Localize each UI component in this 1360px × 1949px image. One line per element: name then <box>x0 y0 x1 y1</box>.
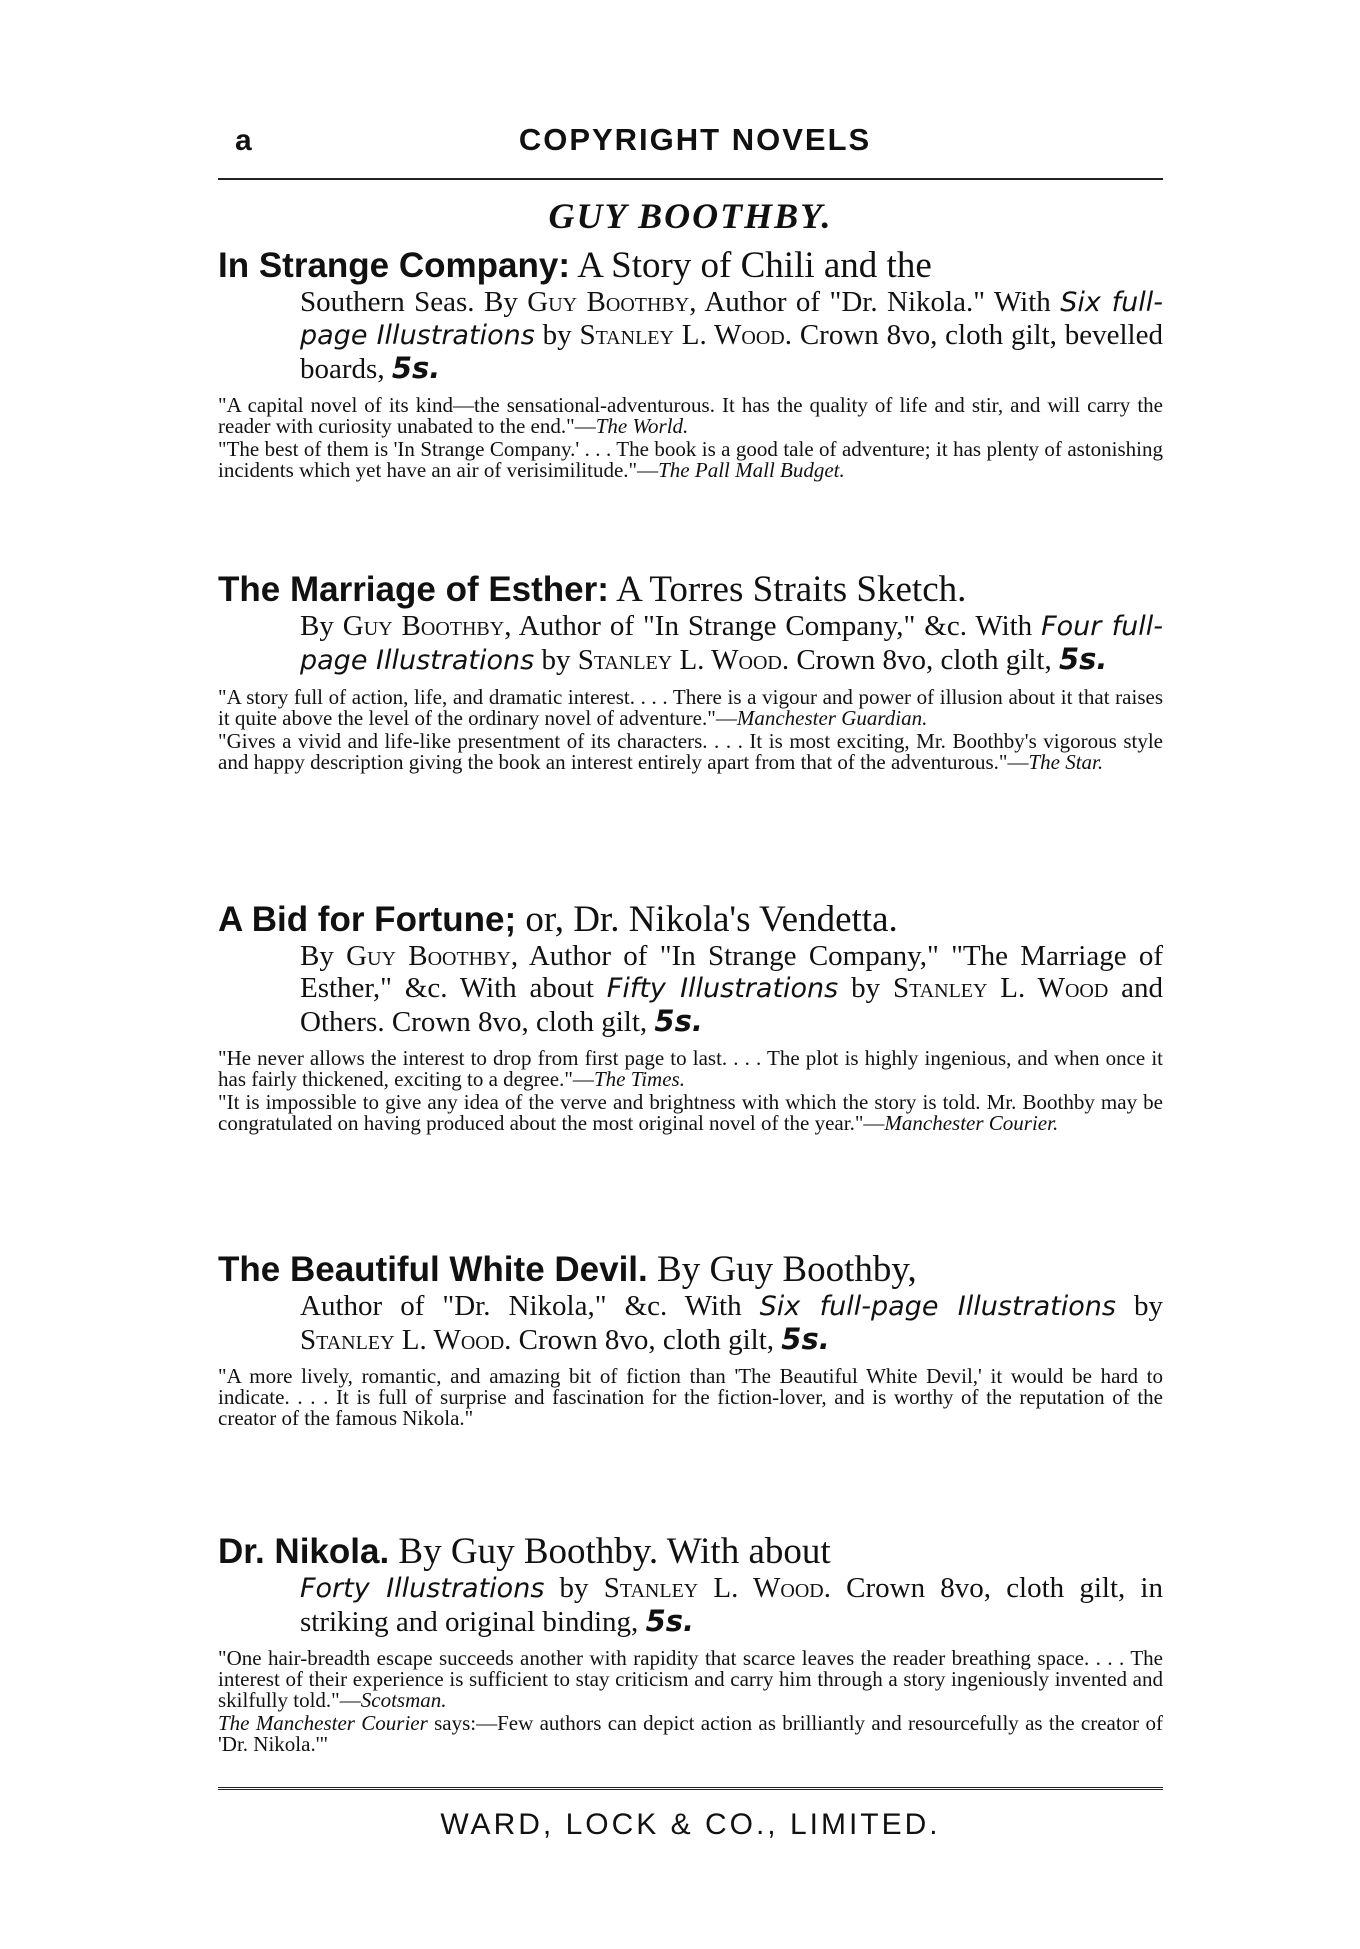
price: 5s. <box>1058 642 1108 676</box>
book-subtitle: A Story of Chili and the <box>569 245 932 286</box>
book-title: A Bid for Fortune; <box>218 900 517 939</box>
entry-title-line <box>218 1250 1163 1290</box>
illustrations-note: Fifty Illustrations <box>606 973 839 1004</box>
review-text: "One hair-breadth escape succeeds another with rapidity that scarce leaves the reader breathing space. . . . The interest of their experience is sufficient to stay criticism and carry him through a story ingeniously invented and skilfully told."— <box>218 1646 1163 1712</box>
review-quote <box>218 1366 1163 1429</box>
book-description <box>300 1572 1163 1638</box>
desc-text: , Author of "Dr. Nikola." With <box>689 286 1061 318</box>
page-mark: a <box>235 124 252 157</box>
desc-text: Author of "Dr. Nikola," &c. With <box>300 1290 760 1322</box>
review-source: The Pall Mall Budget. <box>658 458 845 482</box>
book-subtitle: By Guy Boothby. With about <box>389 1531 831 1572</box>
illustrator-name: Stanley L. Wood <box>579 319 785 351</box>
book-description <box>300 286 1163 385</box>
entry-title-line <box>218 246 1163 286</box>
review-source: The Times. <box>593 1067 685 1091</box>
desc-text: , Author of "In Strange Company," "The Marriage of Esther," &c. With about <box>300 940 1163 1004</box>
desc-text: by <box>534 644 578 676</box>
review-source: The World. <box>595 414 689 438</box>
review-source: The Manchester Courier <box>218 1711 428 1735</box>
review-source: The Star. <box>1028 750 1104 774</box>
entry-title-line <box>218 570 1163 610</box>
price: 5s. <box>645 1604 695 1638</box>
review-quote <box>218 395 1163 437</box>
illustrator-name: Stanley L. Wood <box>300 1324 505 1356</box>
review-text: "The best of them is 'In Strange Company.' . . . The book is a good tale of adventure; it has plenty of astonishing incidents which yet have an air of verisimilitude."— <box>218 437 1163 482</box>
review-text: "A story full of action, life, and dramatic interest. . . . There is a vigour and power of illusion about it that raises it quite above the level of the ordinary novel of adventure."— <box>218 685 1163 730</box>
desc-text: . Crown 8vo, cloth gilt, <box>504 1324 782 1356</box>
desc-text: by <box>1115 1290 1164 1322</box>
author-name: Guy Boothby <box>342 610 505 642</box>
review-text: "He never allows the interest to drop from first page to last. . . . The plot is highly ingenious, and when once it has fairly thickened, exciting to a degree."— <box>218 1046 1163 1091</box>
desc-text: . Crown 8vo, cloth gilt, in striking and original binding, <box>300 1572 1163 1638</box>
review-text: "It is impossible to give any idea of the verve and brightness with which the story is told. Mr. Boothby may be congratulated on having produced about the most original novel of the year."— <box>218 1090 1163 1135</box>
desc-text: by <box>544 1572 604 1604</box>
desc-text: . Crown 8vo, cloth gilt, bevelled boards, <box>300 319 1163 385</box>
entry-title-line <box>218 900 1163 940</box>
illustrator-name: Stanley L. Wood <box>603 1572 824 1604</box>
book-title: The Marriage of Esther: <box>218 570 609 609</box>
book-subtitle: A Torres Straits Sketch. <box>608 569 967 610</box>
running-head: COPYRIGHT NOVELS <box>518 122 872 157</box>
review-quote <box>218 1713 1163 1755</box>
book-subtitle: By Guy Boothby, <box>647 1249 917 1290</box>
review-quote <box>218 1648 1163 1711</box>
price: 5s. <box>654 1004 703 1038</box>
review-text: says:—Few authors can depict action as brilliantly and resourcefully as the creator of 'Dr. Nikola.'" <box>218 1711 1163 1756</box>
illustrator-name: Stanley L. Wood <box>892 972 1109 1004</box>
book-entry <box>218 1532 1163 1755</box>
book-description <box>300 610 1163 677</box>
desc-text: and Others. Crown 8vo, cloth gilt, <box>300 972 1163 1038</box>
page-header <box>225 122 1165 168</box>
illustrator-name: Stanley L. Wood <box>577 644 782 676</box>
footer-rule <box>218 1787 1163 1793</box>
author-name: Guy Boothby <box>346 940 511 972</box>
review-text: "A more lively, romantic, and amazing bit of fiction than 'The Beautiful White Devil,' it would be hard to indicate. . . . It is full of surprise and fascination for the fiction-lover, and is worthy of the reputation of the creator of the famous Nikola." <box>218 1364 1163 1430</box>
entry-title-line <box>218 1532 1163 1572</box>
review-quote <box>218 731 1163 773</box>
desc-text: by <box>534 319 580 351</box>
review-quote <box>218 687 1163 729</box>
header-rule <box>218 178 1163 180</box>
book-title: The Beautiful White Devil. <box>218 1250 648 1289</box>
desc-text: by <box>838 972 893 1004</box>
review-source: Scotsman. <box>360 1688 447 1712</box>
book-entry <box>218 246 1163 481</box>
publisher-imprint: WARD, LOCK & CO., LIMITED. <box>440 1808 941 1841</box>
review-quote <box>218 1048 1163 1090</box>
book-entry <box>218 1250 1163 1429</box>
author-name: Guy Boothby <box>527 286 690 318</box>
price: 5s. <box>781 1322 830 1356</box>
illustrations-note: Four full-page Illustrations <box>300 611 1163 676</box>
desc-text: By <box>300 610 343 642</box>
illustrations-note: Six full-page Illustrations <box>759 1291 1116 1322</box>
desc-text: , Author of "In Strange Company," &c. With <box>504 610 1042 642</box>
book-entry <box>218 570 1163 773</box>
review-text: "A capital novel of its kind—the sensational-adventurous. It has the quality of life and stir, and will carry the reader with curiosity unabated to the end."— <box>218 393 1163 438</box>
review-quote <box>218 1092 1163 1134</box>
book-description <box>300 1290 1163 1356</box>
illustrations-note: Six full-page Illustrations <box>300 287 1163 351</box>
review-quote <box>218 439 1163 481</box>
book-title: Dr. Nikola. <box>218 1532 390 1571</box>
review-source: Manchester Courier. <box>884 1111 1059 1135</box>
book-title: In Strange Company: <box>218 246 570 285</box>
review-source: Manchester Guardian. <box>736 706 928 730</box>
book-entry <box>218 900 1163 1134</box>
review-text: "Gives a vivid and life-like presentment of its characters. . . . It is most exciting, Mr. Boothby's vigorous style and happy description giving the book an interest entirely apart from that of the adventurous."— <box>218 729 1163 774</box>
illustrations-note: Forty Illustrations <box>300 1573 545 1604</box>
author-heading: GUY BOOTHBY. <box>548 196 833 236</box>
desc-text: . Crown 8vo, cloth gilt, <box>781 644 1059 676</box>
book-description <box>300 940 1163 1038</box>
book-subtitle: or, Dr. Nikola's Vendetta. <box>516 899 898 940</box>
desc-text: Southern Seas. By <box>300 286 528 318</box>
price: 5s. <box>391 351 441 385</box>
desc-text: By <box>300 940 347 972</box>
